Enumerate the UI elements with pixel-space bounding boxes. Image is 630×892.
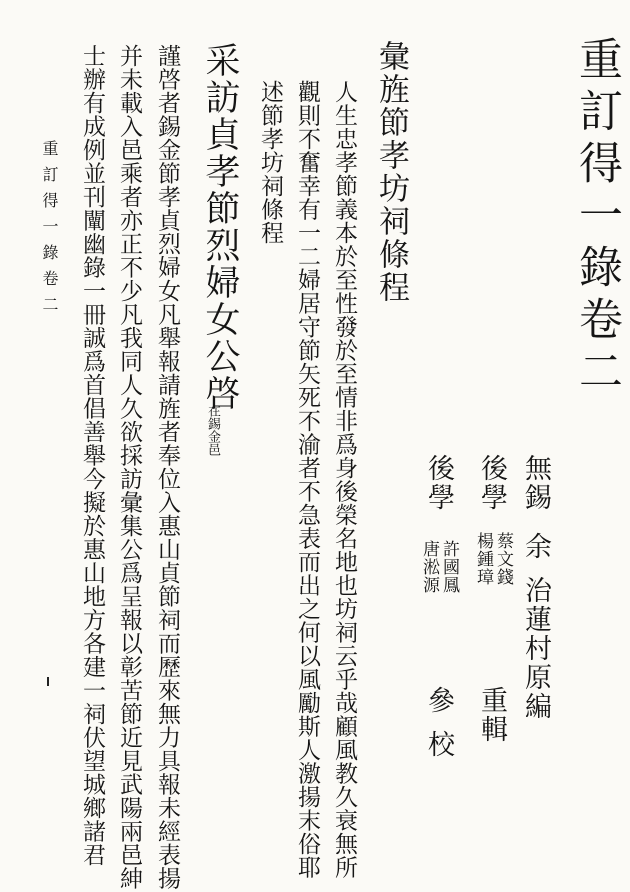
editor-names-right: 蔡文錢: [493, 532, 513, 586]
proofreader-names-left: 唐淞源: [419, 540, 439, 594]
section2-note: 在錫金邑: [205, 404, 220, 456]
editor-role: 後學: [476, 454, 507, 512]
section2-line-2: 并未載入邑乘者亦正不少凡我同人久欲採訪彙集公爲呈報以彰苦節近見武陽兩邑紳: [116, 44, 142, 890]
compiler-place: 無錫: [520, 454, 551, 512]
section2-line-3: 士辦有成例並刊闡幽錄一冊誠爲首倡善舉今擬於惠山地方各建一祠伏望城鄉諸君: [79, 44, 105, 867]
section2-title: 采訪貞孝節烈婦女公啓: [200, 42, 240, 412]
proofreader-role: 後學: [423, 454, 454, 512]
compiler-surname: 余: [520, 532, 551, 561]
section1-line-3: 述節孝坊祠條程: [257, 80, 283, 245]
margin-title: 重訂得一錄卷二: [40, 140, 59, 322]
section2-line-1: 謹啓者錫金節孝貞烈婦女凡舉報請旌者奉位入惠山貞節祠而歷來無力具報未經表揚: [154, 44, 180, 890]
book-title: 重訂得一錄卷二: [571, 36, 622, 400]
proofreader-names-right: 許國鳳: [439, 540, 459, 594]
editor-names-left: 楊鍾璋: [473, 532, 493, 586]
section1-title: 彙旌節孝坊祠條程: [373, 40, 409, 304]
section1-line-1: 人生忠孝節義本於至性發於至情非爲身後榮名地也坊祠云乎哉顧風教久衰無所: [331, 80, 357, 879]
margin-rule: [47, 677, 49, 686]
proofreader-middle: 參: [423, 686, 454, 715]
proofreader-action: 校: [423, 730, 454, 759]
editor-action: 重輯: [476, 686, 507, 744]
compiler-names: 治蓮村原編: [520, 576, 551, 721]
section1-line-2: 觀則不奮幸有一二婦居守節矢死不渝者不急表而出之何以風勵斯人激揚末俗耶: [294, 80, 320, 879]
